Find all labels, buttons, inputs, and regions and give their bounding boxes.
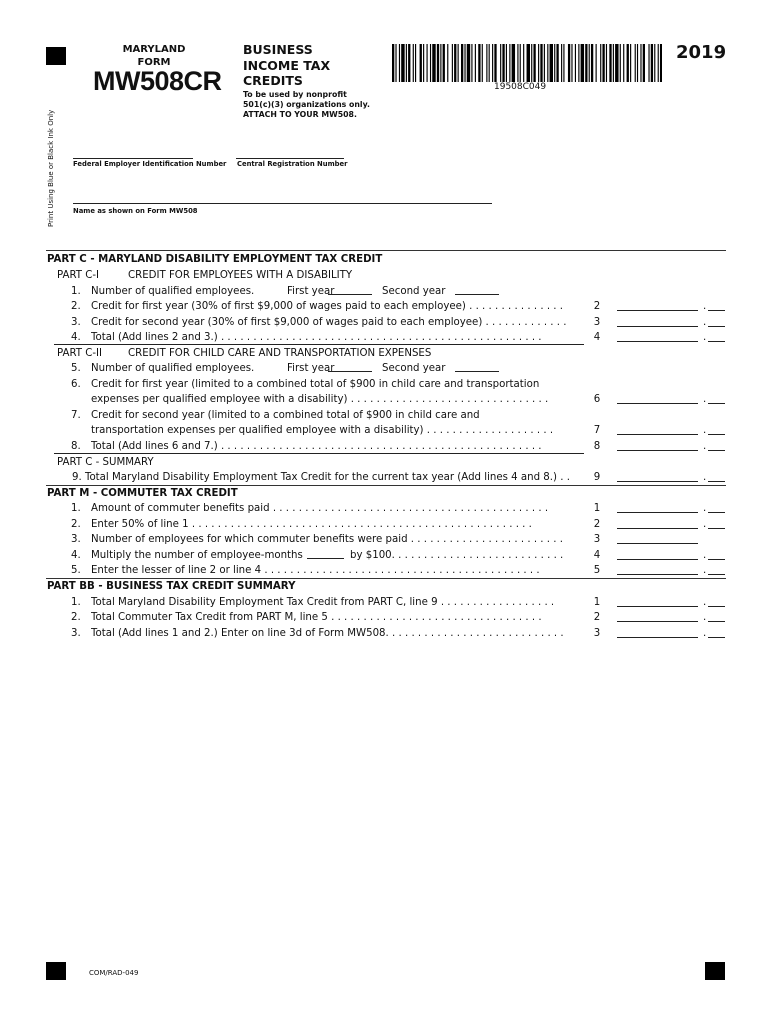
part-m-title: PART M - COMMUTER TAX CREDIT	[47, 488, 238, 499]
line-number: 7.	[71, 410, 81, 421]
line-number: 4.	[71, 332, 81, 343]
line-number: 1.	[71, 597, 81, 608]
amount-dollars-input[interactable]	[617, 310, 698, 311]
fein-label: Federal Employer Identification Number	[73, 160, 227, 168]
first-year-input[interactable]	[328, 361, 372, 372]
line-box-number: 4	[593, 550, 601, 561]
part-bb-line-2	[0, 610, 770, 625]
line-number: 2.	[71, 301, 81, 312]
title-line-2: INCOME TAX	[243, 57, 331, 73]
employee-months-input[interactable]	[307, 548, 344, 559]
first-year-input[interactable]	[328, 284, 372, 295]
line-number: 8.	[71, 441, 81, 452]
part-c-line-6a	[0, 377, 770, 392]
form-word: FORM	[137, 57, 171, 68]
amount-cents-input[interactable]	[708, 310, 725, 311]
part-c-line-6b	[0, 392, 770, 407]
part-c-heading-row	[0, 252, 770, 267]
amount-cents-input[interactable]	[708, 512, 725, 513]
line-text: Number of employees for which commuter benefits were paid . . . . . . . . . . . . . . . . . . . . . . . .	[91, 534, 563, 545]
form-number: MW508CR	[93, 66, 222, 96]
part-c-i-code: PART C-I	[57, 270, 100, 281]
line-text: Total (Add lines 2 and 3.) . . . . . . . . . . . . . . . . . . . . . . . . . . . . . . . . . . . . . . . . . . . . . . . . . .	[91, 332, 542, 343]
part-c-line-8	[0, 439, 770, 454]
line-text: Total Commuter Tax Credit from PART M, line 5 . . . . . . . . . . . . . . . . . . . . . . . . . . . . . . . . .	[91, 612, 542, 623]
part-m-line-4	[0, 548, 770, 563]
part-c-line-7a	[0, 408, 770, 423]
name-label: Name as shown on Form MW508	[73, 207, 198, 215]
decimal-point: .	[703, 317, 707, 328]
decimal-point: .	[703, 612, 707, 623]
crn-field[interactable]	[236, 158, 344, 159]
line-box-number: 9	[593, 472, 601, 483]
decimal-point: .	[703, 628, 707, 639]
line-number: 6.	[71, 379, 81, 390]
decimal-point: .	[703, 332, 707, 343]
line-number: 2.	[71, 519, 81, 530]
line-number: 4.	[71, 550, 81, 561]
amount-cents-input[interactable]	[708, 559, 725, 560]
line-text: Enter the lesser of line 2 or line 4 . . . . . . . . . . . . . . . . . . . . . . . . . . . . . . . . . . . . . . . . . . .	[91, 565, 540, 576]
line-box-number: 7	[593, 425, 601, 436]
second-year-label: Second year	[382, 286, 446, 297]
crn-label: Central Registration Number	[237, 160, 348, 168]
part-c-i-title: CREDIT FOR EMPLOYEES WITH A DISABILITY	[128, 270, 353, 281]
part-c-ii-title: CREDIT FOR CHILD CARE AND TRANSPORTATION EXPENSES	[128, 348, 432, 359]
amount-cents-input[interactable]	[708, 403, 725, 404]
footer-form-code: COM/RAD-049	[89, 969, 139, 977]
barcode-text: 19508C049	[494, 82, 547, 92]
first-year-label: First year	[287, 286, 335, 297]
part-c-ii-divider	[54, 453, 584, 454]
decimal-point: .	[703, 472, 707, 483]
first-year-label: First year	[287, 363, 335, 374]
part-c-line-1	[0, 284, 770, 299]
line-box-number: 3	[593, 534, 601, 545]
line-box-number: 6	[593, 394, 601, 405]
line-text: Total (Add lines 1 and 2.) Enter on line 3d of Form MW508. . . . . . . . . . . . . . . . . . . . . . . . . . . .	[91, 628, 564, 639]
part-c-line-4	[0, 330, 770, 345]
second-year-label: Second year	[382, 363, 446, 374]
line-box-number: 4	[593, 332, 601, 343]
line-number: 3.	[71, 628, 81, 639]
line-box-number: 1	[593, 503, 601, 514]
line-number: 5.	[71, 565, 81, 576]
second-year-input[interactable]	[455, 284, 499, 295]
amount-cents-input[interactable]	[708, 637, 725, 638]
part-c-summary-heading-row	[0, 455, 770, 470]
amount-dollars-input[interactable]	[617, 403, 698, 404]
ink-instruction: Print Using Blue or Black Ink Only	[47, 109, 55, 227]
decimal-point: .	[703, 519, 707, 530]
line-number: 1.	[71, 503, 81, 514]
title-line-3: CREDITS	[243, 73, 303, 88]
amount-dollars-input[interactable]	[617, 341, 698, 342]
line-text: Credit for first year (limited to a combined total of $900 in child care and transportation	[91, 379, 540, 390]
decimal-point: .	[703, 597, 707, 608]
line-text: Amount of commuter benefits paid . . . . . . . . . . . . . . . . . . . . . . . . . . . . . . . . . . . . . . . . . . .	[91, 503, 549, 514]
part-c-line-2	[0, 299, 770, 314]
part-c-line-3	[0, 315, 770, 330]
part-m-line-2	[0, 517, 770, 532]
amount-dollars-input[interactable]	[617, 574, 698, 575]
part-c-title: PART C - MARYLAND DISABILITY EMPLOYMENT TAX CREDIT	[47, 254, 383, 265]
line-box-number: 3	[593, 628, 601, 639]
part-m-line-5	[0, 563, 770, 578]
amount-cents-input[interactable]	[708, 434, 725, 435]
amount-cents-input[interactable]	[708, 621, 725, 622]
decimal-point: .	[703, 550, 707, 561]
form-title	[243, 42, 330, 89]
decimal-point: .	[703, 441, 707, 452]
line-text: Number of qualified employees.	[91, 286, 255, 297]
amount-dollars-input[interactable]	[617, 481, 698, 482]
form-subtitle: To be used by nonprofit 501(c)(3) organizations only. ATTACH TO YOUR MW508.	[243, 90, 370, 119]
decimal-point: .	[703, 503, 707, 514]
part-c-line-7b	[0, 423, 770, 438]
part-c-ii-heading-row	[0, 346, 770, 361]
decimal-point: .	[703, 565, 707, 576]
part-c-line-9	[0, 470, 770, 485]
amount-dollars-input[interactable]	[617, 512, 698, 513]
amount-cents-input[interactable]	[708, 528, 725, 529]
part-bb-title: PART BB - BUSINESS TAX CREDIT SUMMARY	[47, 581, 296, 592]
line-box-number: 2	[593, 301, 601, 312]
line-text: Total Maryland Disability Employment Tax Credit from PART C, line 9 . . . . . . . . . . . . . . . . . .	[91, 597, 555, 608]
part-c-i-heading-row	[0, 268, 770, 283]
line-box-number: 2	[593, 519, 601, 530]
registration-mark-top-left	[46, 47, 66, 65]
fein-field[interactable]	[73, 158, 193, 159]
barcode	[392, 44, 662, 82]
amount-cents-input[interactable]	[708, 574, 725, 575]
amount-dollars-input[interactable]	[617, 450, 698, 451]
tax-year: 2019	[676, 42, 727, 63]
amount-dollars-input[interactable]	[617, 434, 698, 435]
amount-cents-input[interactable]	[708, 326, 725, 327]
part-c-ii-code: PART C-II	[57, 348, 103, 359]
part-c-i-divider	[54, 344, 584, 345]
second-year-input[interactable]	[455, 361, 499, 372]
part-bb-line-3	[0, 626, 770, 641]
part-m-line-1	[0, 501, 770, 516]
amount-dollars-input[interactable]	[617, 559, 698, 560]
decimal-point: .	[703, 425, 707, 436]
line-number: 2.	[71, 612, 81, 623]
part-c-rule	[46, 250, 726, 251]
line-box-number: 5	[593, 565, 601, 576]
line-number: 3.	[71, 317, 81, 328]
amount-dollars-input[interactable]	[617, 606, 698, 607]
amount-cents-input[interactable]	[708, 341, 725, 342]
count-input[interactable]	[617, 543, 698, 544]
line-text-continued: by $100. . . . . . . . . . . . . . . . . . . . . . . . . . .	[350, 550, 564, 561]
decimal-point: .	[703, 394, 707, 405]
registration-mark-bottom-left	[46, 962, 66, 980]
name-field[interactable]	[73, 203, 492, 204]
line-text: Enter 50% of line 1 . . . . . . . . . . . . . . . . . . . . . . . . . . . . . . . . . . . . . . . . . . . . . . . . . . . . .	[91, 519, 532, 530]
registration-mark-bottom-right	[705, 962, 725, 980]
line-number: 1.	[71, 286, 81, 297]
line-text: transportation expenses per qualified employee with a disability) . . . . . . . . . . . . . . . . . . . .	[91, 425, 554, 436]
decimal-point: .	[703, 301, 707, 312]
line-text: Credit for second year (limited to a combined total of $900 in child care and	[91, 410, 480, 421]
amount-cents-input[interactable]	[708, 481, 725, 482]
amount-dollars-input[interactable]	[617, 621, 698, 622]
line-number: 5.	[71, 363, 81, 374]
line-text: 9. Total Maryland Disability Employment Tax Credit for the current tax year (Add lines 4 and 8.) . .	[72, 472, 570, 483]
part-m-heading-row	[0, 486, 770, 501]
line-text: expenses per qualified employee with a disability) . . . . . . . . . . . . . . . . . . . . . . . . . . . . . . .	[91, 394, 549, 405]
amount-dollars-input[interactable]	[617, 637, 698, 638]
line-box-number: 2	[593, 612, 601, 623]
part-m-line-3	[0, 532, 770, 547]
state-name: MARYLAND	[122, 44, 186, 55]
part-bb-heading-row	[0, 579, 770, 594]
line-box-number: 1	[593, 597, 601, 608]
part-bb-line-1	[0, 595, 770, 610]
line-text: Number of qualified employees.	[91, 363, 255, 374]
line-box-number: 8	[593, 441, 601, 452]
amount-dollars-input[interactable]	[617, 528, 698, 529]
line-text: Credit for second year (30% of first $9,000 of wages paid to each employee) . . . . . . . . . . . . .	[91, 317, 567, 328]
line-text: Total (Add lines 6 and 7.) . . . . . . . . . . . . . . . . . . . . . . . . . . . . . . . . . . . . . . . . . . . . . . . . . .	[91, 441, 542, 452]
title-line-1: BUSINESS	[243, 42, 313, 57]
part-c-summary-title: PART C - SUMMARY	[57, 457, 154, 468]
line-box-number: 3	[593, 317, 601, 328]
line-text: Multiply the number of employee-months	[91, 550, 303, 561]
amount-cents-input[interactable]	[708, 450, 725, 451]
line-number: 3.	[71, 534, 81, 545]
line-text: Credit for first year (30% of first $9,000 of wages paid to each employee) . . . . . . . . . . . . . . .	[91, 301, 564, 312]
part-c-line-5	[0, 361, 770, 376]
amount-cents-input[interactable]	[708, 606, 725, 607]
amount-dollars-input[interactable]	[617, 326, 698, 327]
